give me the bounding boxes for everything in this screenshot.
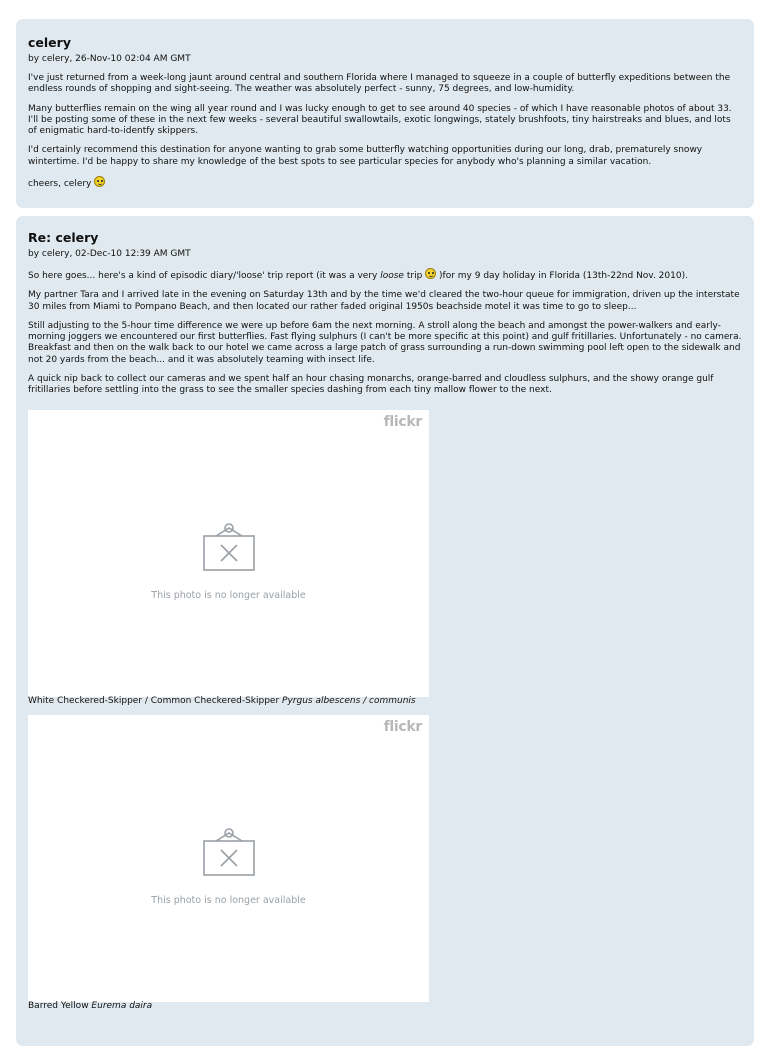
unavailable-text: This photo is no longer available [151,895,306,906]
post-paragraph: I'd certainly recommend this destination for anyone wanting to grab some butterfly watching opportunities during our long, drab, prematurely snowy wintertime. I'd be happy to share my knowledge of the best spots to see particular species for anybody who's planning a similar vacation. [28,145,703,167]
image-unavailable-icon [202,827,256,879]
caption-species: Pyrgus albescens / communis [282,696,416,706]
intro-text: So here goes... here's a kind of episodic diary/'loose' trip report (it was a very [28,271,381,281]
forum-post [16,19,754,208]
flickr-logo: flickr [383,719,422,735]
flickr-photo[interactable] [28,410,429,697]
forum-post [16,216,754,1046]
post-paragraph: Still adjusting to the 5-hour time difference we were up before 6am the next morning. A stroll along the beach and amongst the power-walkers and early-morning joggers we encountered our first butterflies. Fast flying sulphurs (I can't be more specific at this point) and gulf fritillaries. Unfortunately - no camera. Breakfast and then on the walk back to our hotel we came across a large patch of grass surrounding a run-down swimming pool left open to the sidewalk and not 20 yards from the beach... and it was absolutely teaming with insect life. [28,320,742,365]
post-byline: by celery, 26-Nov-10 02:04 AM GMT [28,54,191,64]
intro-emphasis: loose [380,271,404,281]
image-unavailable-icon [202,522,256,574]
photo-caption [28,1001,152,1012]
signoff-text: cheers, celery [28,179,92,190]
flickr-logo: flickr [383,414,422,430]
caption-text: Barred Yellow [28,1001,92,1011]
photo-caption [28,696,416,707]
smiley-icon [425,268,436,279]
post-paragraph: My partner Tara and I arrived late in the evening on Saturday 13th and by the time we'd cleared the two-hour queue for immigration, driven up the interstate 30 miles from Miami to Pompano Beach, and then located our rather faded original 1950s beachside motel it was time to go to sleep... [28,290,740,312]
post-paragraph: I've just returned from a week-long jaunt around central and southern Florida where I managed to squeeze in a couple of butterfly expeditions between the endless rounds of shopping and sight-seeing. The weather was absolutely perfect - sunny, 75 degrees, and low-humidity. [28,73,731,95]
post-paragraph: Many butterflies remain on the wing all year round and I was lucky enough to get to see around 40 species - of which I have reasonable photos of about 33. I'll be posting some of these in the next few weeks - several beautiful swallowtails, exotic longwings, stately brushfoots, tiny hairstreaks and blues, and lots of enigmatic hard-to-identfy skippers. [28,103,732,137]
post-signoff [28,176,742,190]
post-byline: by celery, 02-Dec-10 12:39 AM GMT [28,249,191,259]
intro-text: )for my 9 day holiday in Florida (13th-22nd Nov. 2010). [439,271,688,281]
post-title: Re: celery [28,230,99,245]
caption-text: White Checkered-Skipper / Common Checkered-Skipper [28,696,283,706]
intro-text: trip [403,271,426,281]
flickr-photo[interactable] [28,715,429,1002]
post-paragraph: A quick nip back to collect our cameras and we spent half an hour chasing monarchs, orange-barred and cloudless sulphurs, and the showy orange gulf fritillaries before settling into the grass to see the smaller species dashing from each tiny mallow flower to the next. [28,374,714,396]
smiley-icon [94,176,105,187]
post-title: celery [28,35,71,50]
unavailable-text: This photo is no longer available [151,590,306,601]
post-paragraph [28,268,742,282]
caption-species: Eurema daira [91,1001,153,1011]
